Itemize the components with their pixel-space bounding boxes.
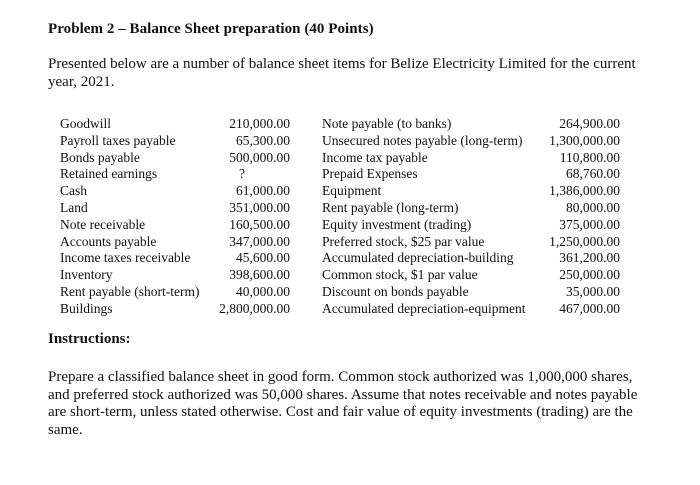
right-item-value: 1,300,000.00: [549, 132, 620, 148]
left-item-value: 160,500.00: [229, 216, 290, 232]
right-item-label: Equity investment (trading): [322, 216, 472, 232]
left-item-label: Goodwill: [60, 116, 112, 131]
right-item-value: 35,000.00: [566, 283, 620, 299]
left-item-value: 61,000.00: [236, 183, 290, 199]
left-item-label: Income taxes receivable: [60, 250, 191, 266]
left-item-value: 40,000.00: [236, 283, 290, 299]
left-item-value: 65,300.00: [236, 132, 290, 148]
instructions-paragraph: Prepare a classified balance sheet in good form. Common stock authorized was 1,000,000 shares, and preferred stock authorized was 50,000 shares. Assume that notes receivable and notes payable are short-term, unless stated otherwise. Cost and fair value of equity investments (trading) are the same.: [48, 369, 638, 438]
right-item-value: 1,250,000.00: [549, 233, 620, 249]
problem-title: Problem 2 – Balance Sheet preparation (40 Points): [48, 21, 374, 37]
left-item-label: Cash: [60, 183, 87, 199]
left-item-label: Accounts payable: [60, 233, 157, 249]
right-item-label: Discount on bonds payable: [322, 283, 469, 299]
left-item-value: 45,600.00: [236, 250, 290, 266]
left-item-value: 500,000.00: [229, 149, 290, 165]
right-item-label: Accumulated depreciation-building: [322, 250, 514, 266]
right-item-value: 467,000.00: [559, 300, 620, 316]
right-item-label: Income tax payable: [322, 149, 428, 165]
left-item-label: Rent payable (short-term): [60, 283, 200, 299]
right-item-label: Common stock, $1 par value: [322, 267, 478, 283]
left-item-label: Bonds payable: [60, 149, 140, 165]
right-item-value: 80,000.00: [566, 199, 620, 215]
left-item-label: Inventory: [60, 267, 113, 283]
right-item-value: 361,200.00: [559, 250, 620, 266]
right-item-label: Note payable (to banks): [322, 116, 452, 131]
left-item-value: ?: [239, 166, 245, 182]
left-item-label: Note receivable: [60, 216, 146, 232]
right-item-value: 264,900.00: [559, 116, 620, 131]
right-item-label: Unsecured notes payable (long-term): [322, 132, 523, 148]
left-item-value: 398,600.00: [229, 267, 290, 283]
right-item-value: 110,800.00: [559, 149, 620, 165]
right-item-value: 68,760.00: [566, 166, 620, 182]
left-item-label: Buildings: [60, 300, 113, 316]
left-item-value: 210,000.00: [229, 116, 290, 131]
right-item-label: Preferred stock, $25 par value: [322, 233, 485, 249]
left-item-label: Payroll taxes payable: [60, 132, 176, 148]
right-item-label: Prepaid Expenses: [322, 166, 418, 182]
right-item-value: 375,000.00: [559, 216, 620, 232]
right-item-value: 1,386,000.00: [549, 183, 620, 199]
right-item-value: 250,000.00: [559, 267, 620, 283]
intro-paragraph: Presented below are a number of balance sheet items for Belize Electricity Limited for the current year, 2021.: [48, 56, 636, 90]
left-item-value: 351,000.00: [229, 199, 290, 215]
right-item-label: Rent payable (long-term): [322, 199, 459, 215]
left-item-value: 347,000.00: [229, 233, 290, 249]
left-item-value: 2,800,000.00: [219, 300, 290, 316]
left-item-label: Retained earnings: [60, 166, 158, 182]
instructions-heading: Instructions:: [48, 331, 131, 347]
right-item-label: Equipment: [322, 183, 382, 199]
right-item-label: Accumulated depreciation-equipment: [322, 300, 526, 316]
left-item-label: Land: [60, 199, 88, 215]
